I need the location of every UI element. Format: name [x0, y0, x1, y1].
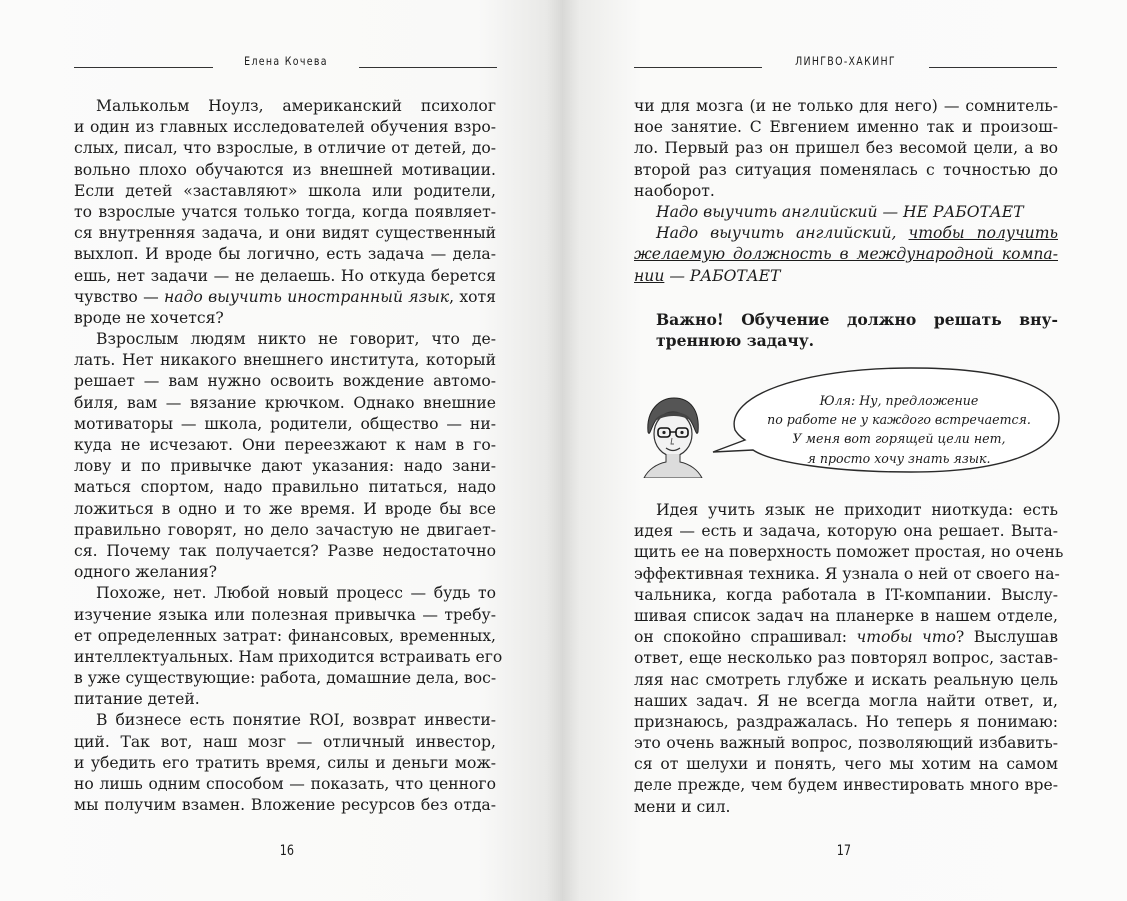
underlined-fragment: нии — [634, 266, 665, 285]
text-line — [634, 648, 1058, 669]
text-line — [634, 712, 1058, 733]
text-fragment: питание детей. — [74, 690, 200, 709]
text-line — [74, 223, 496, 244]
text-fragment: и один из главных исследователей обучения взро- — [74, 118, 496, 137]
text-line — [634, 160, 1058, 181]
text-line — [74, 477, 496, 498]
text-fragment: чи для мозга (и не только для него) — сомнитель- — [634, 97, 1058, 115]
running-head-right — [634, 51, 1057, 71]
text-fragment: чувство — — [74, 287, 164, 306]
text-line — [74, 795, 496, 816]
text-fragment: ное занятие. С Евгением именно так и произош- — [634, 118, 1058, 137]
text-line — [634, 500, 1058, 521]
text-fragment: ответ, еще несколько раз повторял вопрос, застав- — [634, 649, 1058, 668]
text-line — [74, 435, 496, 456]
text-fragment: интеллектуальных. Нам приходится встраивать его — [74, 647, 503, 666]
important-line: треннюю задачу. — [656, 331, 815, 351]
text-line — [74, 202, 496, 223]
text-line — [634, 521, 1058, 542]
text-fragment: Малькольм Ноулз, американский психолог — [96, 97, 496, 115]
text-line — [74, 244, 496, 265]
text-fragment: ций. Так вот, наш мозг — отличный инвестор, — [74, 732, 496, 751]
speech-line: Юля: Ну, предложение — [819, 393, 979, 408]
text-fragment: мы получим взамен. Вложение ресурсов без отда- — [74, 796, 496, 815]
text-line — [74, 626, 496, 647]
italic-fragment: — РАБОТАЕТ — [664, 266, 781, 285]
text-line — [74, 414, 496, 435]
speech-line: У меня вот горящей цели нет, — [792, 431, 1006, 447]
text-fragment: чальника, когда работала в IT-компании. Выслу- — [634, 585, 1058, 604]
text-fragment: Идея учить язык не приходит ниоткуда: есть — [656, 501, 1058, 519]
text-fragment: лову и по привычке дают указания: надо зани- — [74, 457, 496, 476]
text-fragment: ешь, нет задачи — не делаешь. Но откуда берется — [74, 266, 496, 285]
text-line — [74, 287, 496, 308]
text-line — [634, 754, 1058, 775]
header-rule — [74, 67, 213, 68]
italic-fragment: Надо выучить английский, — [656, 224, 909, 243]
text-fragment: мени и сил. — [634, 797, 731, 816]
text-line — [74, 117, 496, 138]
text-line — [74, 605, 496, 626]
text-fragment: наших задач. Я не всегда могла найти ответ, и, — [634, 691, 1058, 710]
text-fragment: он спокойно спрашивал: — [634, 628, 857, 647]
text-line — [634, 542, 1064, 563]
text-fragment: то взрослые учатся только тогда, когда появляет- — [74, 202, 496, 221]
text-fragment: лать. Нет никакого внешнего института, который — [74, 351, 496, 370]
text-fragment: Взрослым людям никто не говорит, что де- — [96, 330, 496, 349]
text-fragment: мотиваторы — школа, родители, общество — ни- — [74, 414, 496, 433]
text-fragment: Похоже, нет. Любой новый процесс — будь то — [96, 584, 496, 603]
book-title: ЛИНГВО-ХАКИНГ — [795, 54, 896, 68]
text-line — [634, 564, 1058, 585]
italic-fragment: чтобы что — [856, 628, 956, 647]
text-line — [634, 96, 1058, 117]
italic-fragment: Надо выучить английский — НЕ РАБОТАЕТ — [656, 202, 1024, 221]
text-line — [74, 583, 496, 604]
text-line — [634, 775, 1058, 796]
text-fragment: решает — вам нужно освоить вождение автомо- — [74, 372, 496, 391]
text-line — [74, 647, 503, 668]
text-line — [634, 733, 1058, 754]
text-fragment: ? Выслушав — [955, 628, 1058, 647]
header-rule — [929, 67, 1057, 68]
italic-fragment: надо выучить иностранный язык — [163, 287, 450, 306]
text-line — [634, 138, 1058, 159]
text-fragment: ся внутренняя задача, и они видят существенный — [74, 224, 496, 243]
text-line — [74, 181, 496, 202]
text-line — [74, 456, 496, 477]
author-name: Елена Кочева — [243, 54, 328, 68]
speech-line: я просто хочу знать язык. — [807, 450, 991, 466]
text-line — [634, 691, 1058, 712]
text-line — [74, 562, 496, 583]
page-number-right: 17 — [836, 843, 852, 859]
text-line — [634, 670, 1058, 691]
text-fragment: ся от шелухи и понять, чего мы хотим на самом — [634, 755, 1058, 774]
text-line — [74, 541, 496, 562]
text-line — [74, 266, 496, 287]
text-fragment: выхлоп. И вроде бы логично, есть задача — дела- — [74, 245, 496, 264]
text-fragment: ложиться в одно и то же время. И вроде бы все — [74, 499, 496, 518]
header-rule — [359, 67, 498, 68]
text-line — [634, 585, 1058, 606]
text-line — [634, 223, 1058, 244]
important-line: Важно! Обучение должно решать вну- — [656, 310, 1058, 329]
text-fragment: это очень важный вопрос, позволяющий избавить- — [634, 734, 1058, 753]
right-body-text-top — [634, 96, 1058, 287]
text-line — [74, 520, 496, 541]
text-line — [74, 753, 496, 774]
text-fragment: признаюсь, раздражалась. Но теперь я понимаю: — [634, 712, 1058, 731]
text-fragment: деле прежде, чем будем инвестировать много вре- — [634, 776, 1058, 795]
text-line — [634, 202, 1058, 223]
text-fragment: одного желания? — [74, 563, 218, 582]
text-fragment: вроде не хочется? — [74, 308, 224, 327]
important-note — [634, 309, 1058, 351]
text-line — [74, 732, 496, 753]
text-line — [634, 244, 1058, 265]
text-fragment: ляя нас смотреть глубже и искать реальную цель — [634, 670, 1058, 689]
text-line — [634, 181, 1058, 202]
speech-bubble-text — [753, 391, 1045, 468]
text-fragment: наоборот. — [634, 181, 715, 200]
left-page — [0, 0, 563, 901]
text-fragment: шивая список задач на планерке в нашем отделе, — [634, 606, 1058, 625]
text-line — [74, 710, 496, 731]
speech-line: по работе не у каждого встречается. — [767, 412, 1031, 428]
text-fragment: в уже существующие: работа, домашние дела, вос- — [74, 669, 497, 688]
text-fragment: вольно плохо обучаются из внешней мотивации. — [74, 160, 496, 179]
text-fragment: Если детей «заставляют» школа или родители, — [74, 181, 496, 200]
text-fragment: щить ее на поверхность поможет простая, но очень — [634, 543, 1064, 562]
text-line — [74, 689, 496, 710]
text-line — [74, 668, 496, 689]
text-fragment: ет определенных затрат: финансовых, временных, — [74, 626, 496, 645]
text-line — [634, 117, 1058, 138]
text-line — [74, 350, 496, 371]
text-fragment: идея — есть и задача, которую она решает. Выта- — [634, 522, 1058, 541]
header-rule — [634, 67, 762, 68]
text-fragment: но лишь одним способом — показать, что ценного — [74, 775, 496, 793]
text-line — [634, 266, 1058, 287]
page-number-left: 16 — [279, 843, 295, 859]
text-fragment: В бизнесе есть понятие ROI, возврат инвести- — [96, 711, 496, 730]
text-fragment: и убедить его тратить время, силы и деньги мож- — [74, 753, 496, 772]
text-fragment: правильно говорят, но дело зачастую не двигает- — [74, 520, 496, 539]
text-line — [74, 160, 496, 181]
text-fragment: биля, вам — вязание крючком. Однако внешние — [74, 393, 496, 412]
text-line — [74, 774, 496, 795]
text-fragment: куда не исчезают. Они переезжают к нам в го- — [74, 436, 496, 454]
text-line — [634, 797, 1058, 818]
right-body-text-bottom — [634, 500, 1064, 818]
text-line — [634, 606, 1058, 627]
text-line — [74, 329, 496, 350]
text-fragment: изучение языка или полезная привычка — требу- — [74, 605, 496, 624]
text-fragment: второй раз ситуация поменялась с точностью до — [634, 160, 1058, 179]
left-body-text — [74, 96, 503, 816]
text-fragment: маться спортом, надо правильно питаться, надо — [74, 478, 496, 497]
text-fragment: , хотя — [449, 287, 496, 306]
running-head-left — [74, 51, 497, 71]
text-line — [634, 627, 1058, 648]
text-fragment: ся. Почему так получается? Разве недостаточно — [74, 541, 496, 560]
text-fragment: ло. Первый раз он пришел без весомой цели, а во — [634, 139, 1058, 158]
text-line — [74, 308, 496, 329]
right-page — [563, 0, 1127, 901]
text-line — [74, 499, 496, 520]
underlined-fragment: желаемую должность в международной компа- — [634, 245, 1058, 264]
girl-portrait-illustration — [638, 392, 708, 478]
text-line — [74, 393, 496, 414]
text-fragment: слых, писал, что взрослые, в отличие от детей, до- — [74, 139, 496, 158]
text-line — [74, 96, 496, 117]
text-line — [74, 371, 496, 392]
text-line — [74, 138, 496, 159]
text-fragment: эффективная техника. Я узнала о ней от своего на- — [634, 564, 1060, 583]
underlined-fragment: чтобы получить — [908, 224, 1058, 243]
